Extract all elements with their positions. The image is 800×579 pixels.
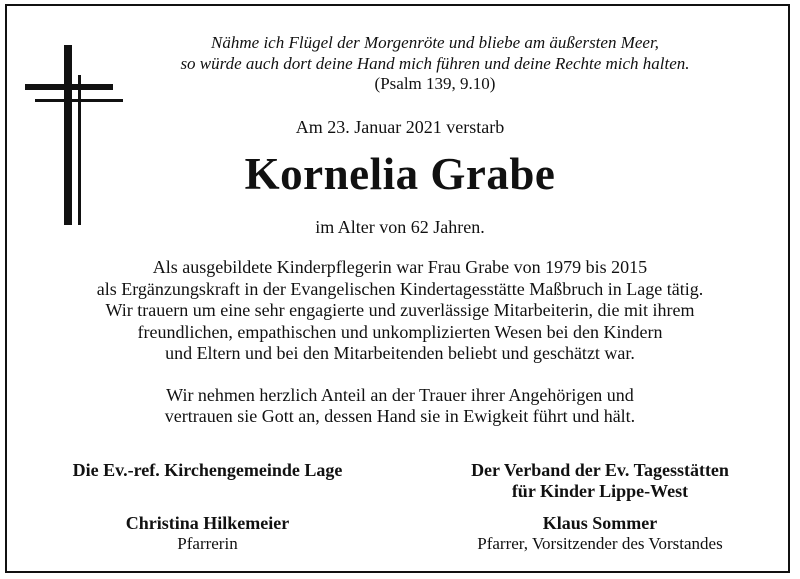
left-role: Pfarrerin [177,534,238,553]
tribute-line: Wir trauern um eine sehr engagierte und zuverlässige Mitarbeiterin, die mit ihrem [105,300,695,320]
tribute-line: Als ausgebildete Kinderpflegerin war Frau Grabe von 1979 bis 2015 [152,257,648,277]
right-person: Klaus Sommer [542,513,658,533]
age-line: im Alter von 62 Jahren. [315,217,485,237]
right-org-line-2: für Kinder Lippe-West [511,481,689,501]
verse-line-1: Nähme ich Flügel der Morgenröte und bliebe am äußersten Meer, [211,33,659,52]
condolence-line: vertrauen sie Gott an, dessen Hand sie in Ewigkeit führt und hält. [164,406,636,426]
condolence-line: Wir nehmen herzlich Anteil an der Trauer ihrer Angehörigen und [166,385,634,405]
verse-line-2: so würde auch dort deine Hand mich führen und deine Rechte mich halten. [180,54,690,73]
deceased-name: Kornelia Grabe [244,149,556,199]
right-org-line-1: Der Verband der Ev. Tagesstätten [471,460,729,480]
tribute-line: als Ergänzungskraft in der Evangelischen Kindertagesstätte Maßbruch in Lage tätig. [96,279,704,299]
right-role: Pfarrer, Vorsitzender des Vorstandes [477,534,723,553]
death-intro: Am 23. Januar 2021 verstarb [295,117,505,137]
tribute-line: und Eltern und bei den Mitarbeitenden beliebt und geschätzt war. [165,343,635,363]
left-person: Christina Hilkemeier [125,513,290,533]
tribute-line: freundlichen, empathischen und unkomplizierten Wesen bei den Kindern [137,322,663,342]
cross-shadow-horizontal [35,99,123,102]
verse-citation: (Psalm 139, 9.10) [374,74,496,93]
left-org: Die Ev.-ref. Kirchengemeinde Lage [72,460,343,480]
